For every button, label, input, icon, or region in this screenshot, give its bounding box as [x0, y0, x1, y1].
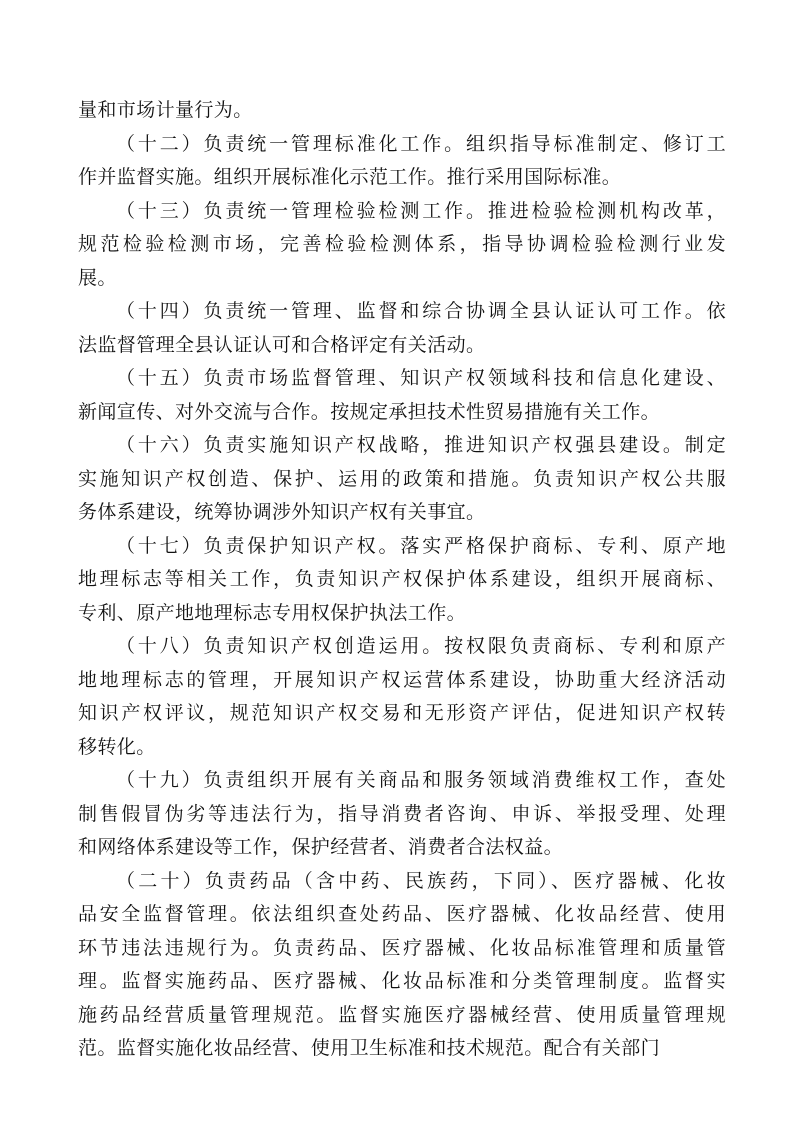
paragraph [78, 530, 726, 631]
text-line: （十六）负责实施知识产权战略，推进知识产权强县建设。制定 [116, 434, 726, 456]
text-line: （十七）负责保护知识产权。落实严格保护商标、专利、原产地 [116, 534, 726, 557]
text-line: 理。监督实施药品、医疗器械、化妆品标准和分类管理制度。监督实 [78, 970, 726, 992]
text-line: 作并监督实施。组织开展标准化示范工作。推行采用国际标准。 [78, 166, 622, 188]
text-line: 展。 [78, 266, 117, 289]
paragraph [78, 764, 726, 865]
text-line: 移转化。 [78, 735, 156, 758]
text-line: 制售假冒伪劣等违法行为，指导消费者咨询、申诉、举报受理、处理 [78, 802, 726, 825]
paragraph [78, 362, 726, 429]
text-line: （十二）负责统一管理标准化工作。组织指导标准制定、修订工 [116, 132, 726, 155]
text-line: （十五）负责市场监督管理、知识产权领域科技和信息化建设、 [116, 367, 726, 389]
text-line: （十八）负责知识产权创造运用。按权限负责商标、专利和原产 [116, 635, 726, 657]
paragraph [78, 295, 726, 362]
text-line: 法监督管理全县认证认可和合格评定有关活动。 [78, 333, 486, 356]
text-line: （十九）负责组织开展有关商品和服务领域消费维权工作，查处 [116, 769, 726, 791]
text-line: 地理标志等相关工作，负责知识产权保护体系建设，组织开展商标、 [78, 568, 726, 590]
text-line: 新闻宣传、对外交流与合作。按规定承担技术性贸易措施有关工作。 [78, 400, 661, 423]
text-line: （二十）负责药品（含中药、民族药，下同）、医疗器械、化妆 [116, 869, 726, 892]
text-line: 施药品经营质量管理规范。监督实施医疗器械经营、使用质量管理规 [78, 1003, 726, 1026]
text-line: （十三）负责统一管理检验检测工作。推进检验检测机构改革， [116, 199, 726, 222]
text-line: 范。监督实施化妆品经营、使用卫生标准和技术规范。配合有关部门 [78, 1037, 661, 1059]
paragraph [78, 128, 726, 195]
paragraph [78, 630, 726, 764]
text-line: 品安全监督管理。依法组织查处药品、医疗器械、化妆品经营、使用 [78, 903, 726, 925]
text-line: 知识产权评议，规范知识产权交易和无形资产评估，促进知识产权转 [78, 702, 726, 724]
text-line: （十四）负责统一管理、监督和综合协调全县认证认可工作。依 [116, 300, 726, 322]
text-line: 量和市场计量行为。 [78, 99, 253, 121]
paragraph [78, 94, 726, 128]
text-line: 地地理标志的管理，开展知识产权运营体系建设，协助重大经济活动 [78, 668, 726, 691]
text-line: 务体系建设，统筹协调涉外知识产权有关事宜。 [78, 501, 486, 523]
text-line: 规范检验检测市场，完善检验检测体系，指导协调检验检测行业发 [78, 233, 726, 255]
text-line: 和网络体系建设等工作，保护经营者、消费者合法权益。 [78, 836, 564, 858]
paragraph [78, 429, 726, 530]
text-line: 实施知识产权创造、保护、运用的政策和措施。负责知识产权公共服 [78, 467, 726, 490]
document-body [78, 94, 726, 1066]
text-line: 专利、原产地地理标志专用权保护执法工作。 [78, 601, 467, 624]
paragraph [78, 195, 726, 296]
text-line: 环节违法违规行为。负责药品、医疗器械、化妆品标准管理和质量管 [78, 936, 726, 959]
paragraph [78, 865, 726, 1066]
